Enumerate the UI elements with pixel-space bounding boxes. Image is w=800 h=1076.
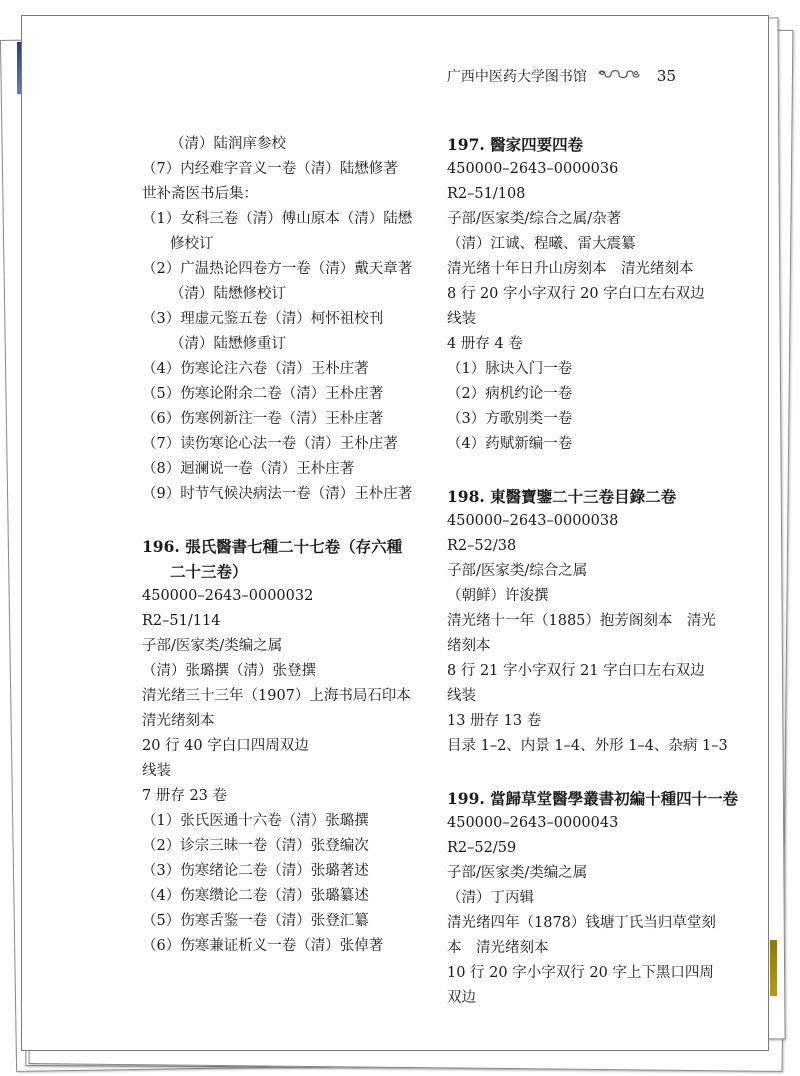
entry-line: （1）女科三卷（清）傅山原本（清）陆懋 (142, 211, 413, 227)
page-edge-color-strip (770, 940, 777, 996)
entry-line: （4）药赋新编一卷 (447, 436, 573, 452)
catalog-entry (142, 534, 432, 959)
entry-line: 子部/医家类/类编之属 (142, 638, 283, 654)
entry-line: （5）伤寒论附余二卷（清）王朴庄著 (142, 386, 384, 402)
library-name: 广西中医药大学图书馆 (446, 69, 587, 85)
entry-line: 清光绪四年（1878）钱塘丁氏当归草堂刻 (447, 915, 716, 931)
entry-line: 子部/医家类/综合之属 (447, 563, 588, 579)
entry-line: （7）内经难字音义一卷（清）陆懋修著 (142, 161, 398, 177)
entry-line: R2–52/38 (447, 538, 517, 554)
entry-line: （朝鲜）许浚撰 (447, 588, 549, 604)
entry-line: 450000–2643–0000038 (447, 513, 619, 529)
catalog-entry (142, 132, 432, 507)
entry-line: R2–51/114 (142, 613, 221, 629)
entry-line: （4）伤寒缵论二卷（清）张璐纂述 (142, 888, 369, 904)
entry-line: 线装 (447, 688, 476, 704)
entry-line: 修校订 (170, 236, 214, 252)
entry-line: （8）迴澜说一卷（清）王朴庄著 (142, 461, 355, 477)
entry-line: 450000–2643–0000032 (142, 588, 314, 604)
entry-line: 子部/医家类/综合之属/杂著 (447, 211, 622, 227)
entry-line: （1）脉诀入门一卷 (447, 361, 573, 377)
entry-title: 197. 醫家四要四卷 (447, 135, 584, 154)
entry-line: 450000–2643–0000036 (447, 161, 619, 177)
entry-line: （3）理虚元鉴五卷（清）柯怀祖校刊 (142, 311, 384, 327)
entry-line: 线装 (447, 311, 476, 327)
entry-line: 本 清光绪刻本 (447, 940, 549, 956)
entry-title: 二十三卷） (170, 562, 248, 581)
entry-line: 8 行 21 字小字双行 21 字白口左右双边 (447, 663, 705, 679)
entry-title: 196. 張氏醫書七種二十七卷（存六種 (142, 537, 403, 556)
running-header (447, 66, 676, 86)
catalog-entry (447, 786, 747, 1011)
entry-line: 20 行 40 字白口四周双边 (142, 738, 309, 754)
entry-line: （清）张璐撰（清）张登撰 (142, 663, 316, 679)
entry-line: 绪刻本 (447, 638, 491, 654)
entry-line: 8 行 20 字小字双行 20 字白口左右双边 (447, 286, 705, 302)
entry-line: （2）诊宗三昧一卷（清）张登编次 (142, 838, 369, 854)
entry-line: 13 册存 13 卷 (447, 713, 542, 729)
entry-line: （4）伤寒论注六卷（清）王朴庄著 (142, 361, 369, 377)
entry-line: 清光绪三十三年（1907）上海书局石印本 (142, 688, 411, 704)
entry-line: （2）病机约论一卷 (447, 386, 573, 402)
right-column (447, 132, 747, 1011)
entry-line: （2）广温热论四卷方一卷（清）戴天章著 (142, 261, 413, 277)
entry-line: 清光绪十年日升山房刻本 清光绪刻本 (447, 261, 694, 277)
entry-line: R2–51/108 (447, 186, 526, 202)
entry-line: （清）丁丙辑 (447, 890, 534, 906)
page-number: 35 (656, 67, 676, 85)
entry-line: 线装 (142, 763, 171, 779)
entry-line: 清光绪十一年（1885）抱芳阁刻本 清光 (447, 613, 716, 629)
entry-line: 双边 (447, 990, 476, 1006)
entry-line: 子部/医家类/类编之属 (447, 865, 588, 881)
entry-line: 7 册存 23 卷 (142, 788, 228, 804)
entry-line: （1）张氏医通十六卷（清）张璐撰 (142, 813, 369, 829)
entry-line: （清）陆润庠参校 (170, 136, 286, 152)
entry-line: （5）伤寒舌鉴一卷（清）张登汇纂 (142, 913, 369, 929)
entry-line: （3）方歌别类一卷 (447, 411, 573, 427)
entry-line: 世补斋医书后集： (142, 186, 258, 202)
entry-line: （6）伤寒兼证析义一卷（清）张倬著 (142, 938, 384, 954)
entry-line: （9）时节气候决病法一卷（清）王朴庄著 (142, 486, 413, 502)
entry-line: （清）陆懋修重订 (170, 336, 286, 352)
entry-line: （清）江诚、程曦、雷大震纂 (447, 236, 636, 252)
catalog-entry (447, 484, 747, 759)
entry-line: （3）伤寒绪论二卷（清）张璐著述 (142, 863, 369, 879)
entry-title: 198. 東醫寶鑒二十三卷目錄二卷 (447, 487, 677, 506)
entry-line: R2–52/59 (447, 840, 517, 856)
catalog-entry (447, 132, 747, 457)
entry-line: （6）伤寒例新注一卷（清）王朴庄著 (142, 411, 384, 427)
left-column (142, 132, 432, 959)
entry-title: 199. 當歸草堂醫學叢書初編十種四十一卷 (447, 789, 739, 808)
entry-line: 目录 1–2、内景 1–4、外形 1–4、杂病 1–3 (447, 738, 728, 754)
entry-line: 10 行 20 字小字双行 20 字上下黑口四周 (447, 965, 714, 981)
entry-line: （清）陆懋修校订 (170, 286, 286, 302)
book-page (21, 15, 769, 1051)
swirl-ornament-icon (597, 67, 641, 85)
entry-line: 450000–2643–0000043 (447, 815, 619, 831)
entry-line: 4 册存 4 卷 (447, 336, 523, 352)
entry-line: 清光绪刻本 (142, 713, 215, 729)
entry-line: （7）读伤寒论心法一卷（清）王朴庄著 (142, 436, 398, 452)
